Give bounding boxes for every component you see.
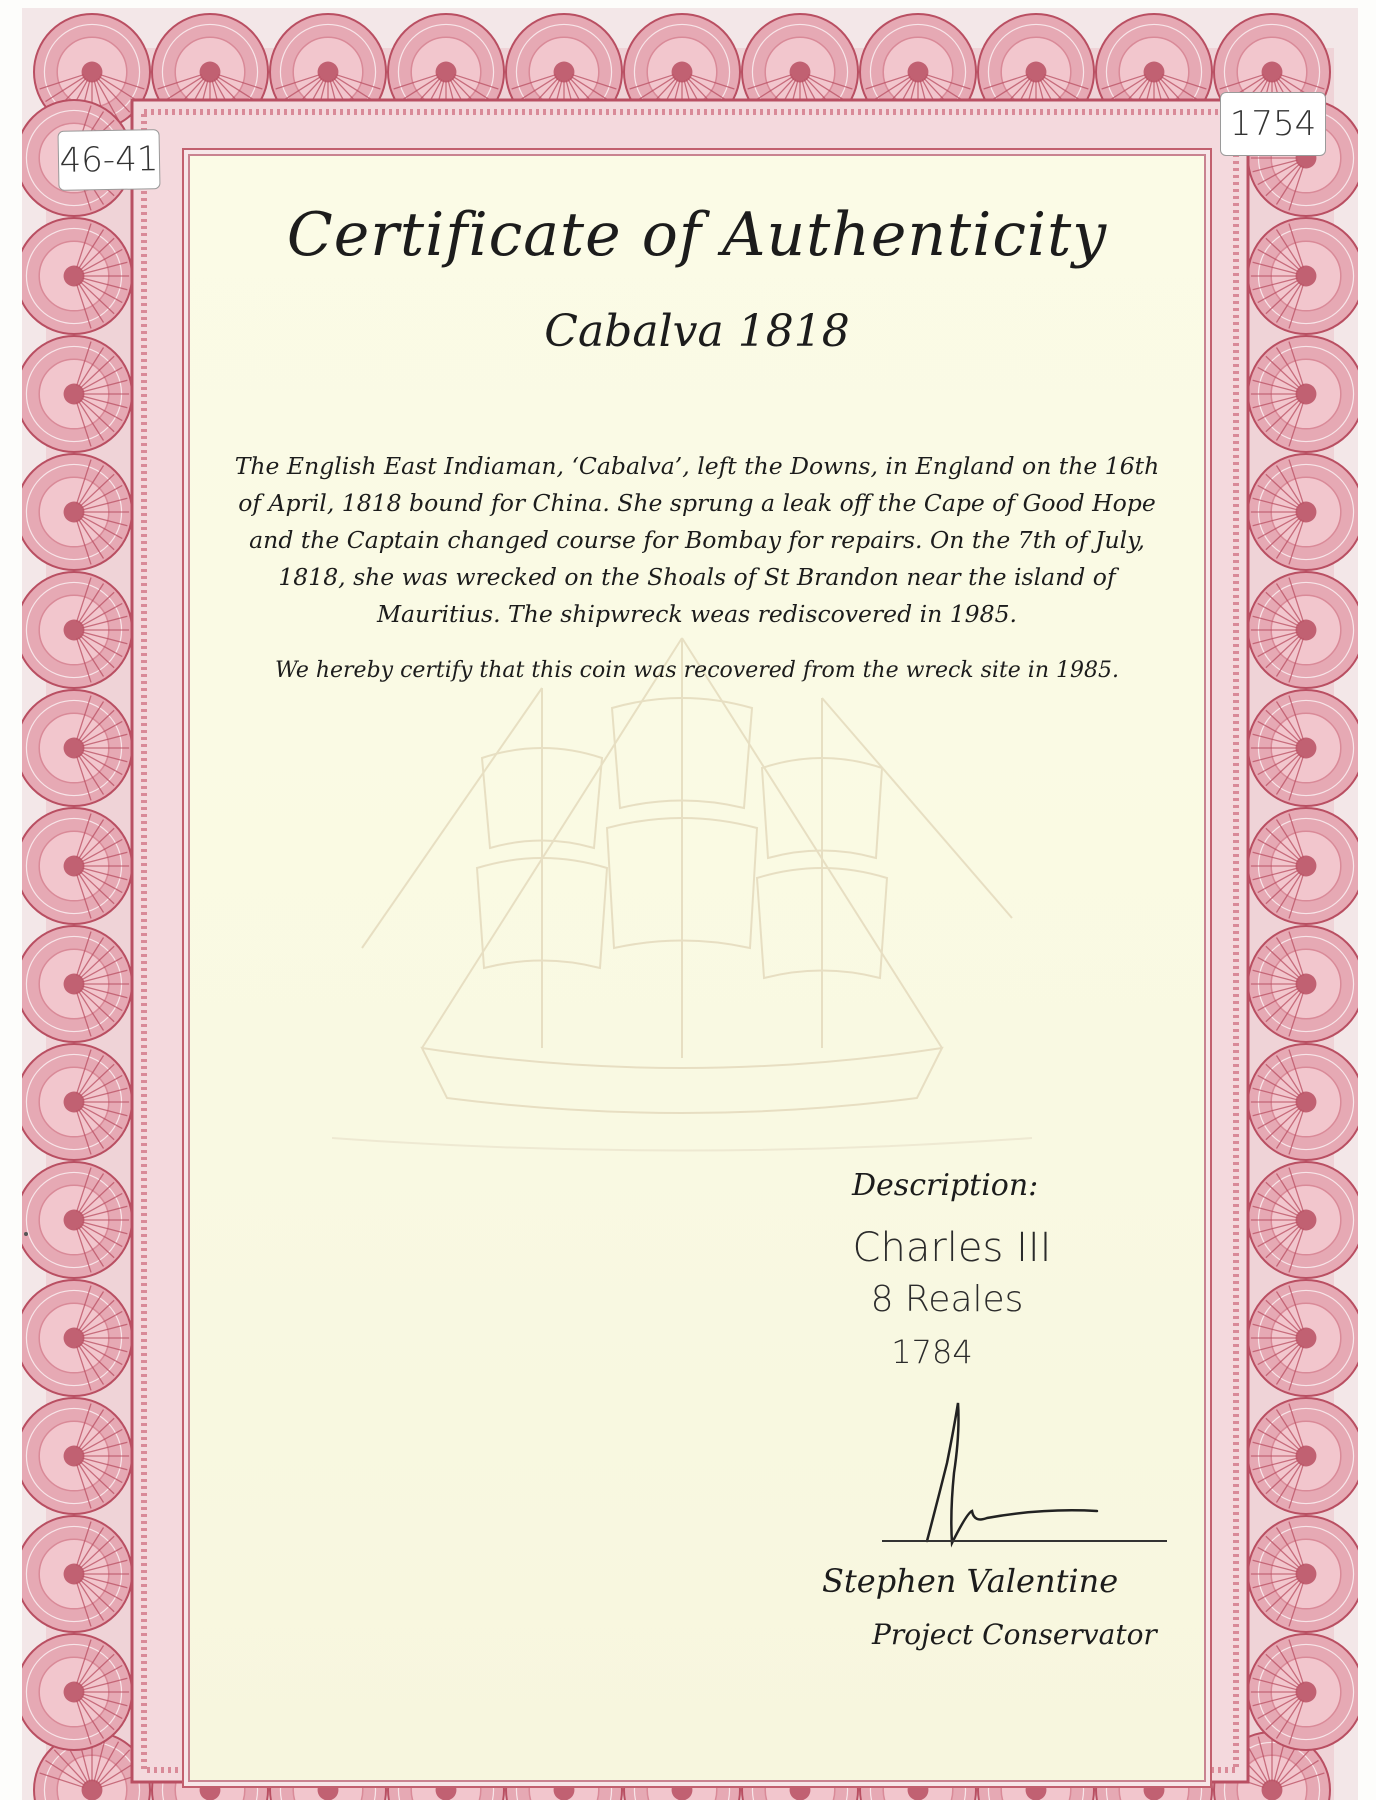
signatory-name: Stephen Valentine	[822, 1562, 1119, 1600]
description-line: 1784	[891, 1333, 973, 1371]
certificate-title: Certificate of Authenticity	[286, 200, 1108, 270]
signatory-role: Project Conservator	[872, 1618, 1157, 1651]
inventory-tag-left: 46-41	[57, 129, 160, 191]
certificate-panel	[182, 148, 1212, 1788]
description-line: Charles III	[852, 1225, 1052, 1271]
certificate-subtitle: Cabalva 1818	[544, 306, 850, 357]
history-paragraph: The English East Indiaman, ‘Cabalva’, left the Downs, in England on the 16th of April, 1818 bound for China. She sprung a leak off the Cape of Good Hope and the Captain changed course for Bombay for repairs. On the 7th of July, 1818, she was wrecked on the Shoals of St Brandon near the island of Mauritius. The shipwreck weas rediscovered in 1985.	[234, 452, 1160, 628]
signature-icon	[822, 1393, 1202, 1563]
stray-mark	[24, 1232, 28, 1236]
inventory-tag-right: 1754	[1220, 92, 1326, 156]
description-line: 8 Reales	[870, 1279, 1024, 1320]
certificate-sheet	[22, 8, 1358, 1800]
description-heading: Description:	[852, 1168, 1039, 1203]
ship-watermark-icon	[332, 618, 1032, 1178]
certification-statement: We hereby certify that this coin was recovered from the wreck site in 1985.	[275, 658, 1119, 683]
